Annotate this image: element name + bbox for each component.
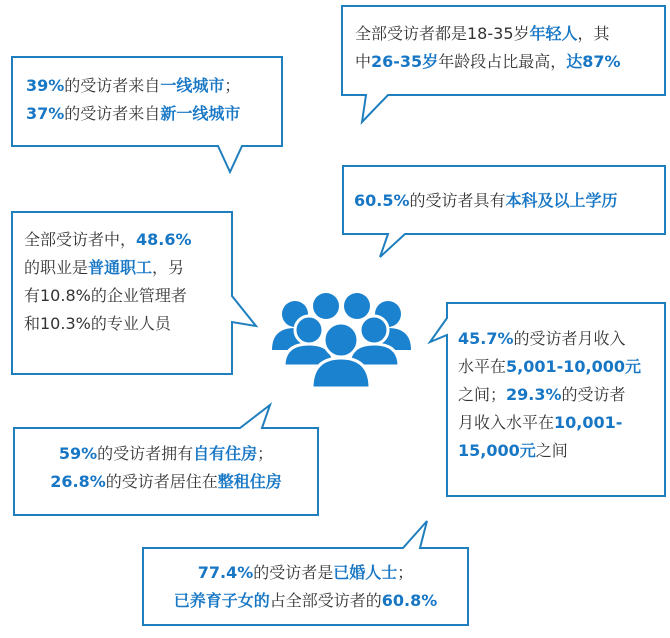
body-text: 占全部受访者的: [269, 591, 382, 610]
highlight-text: 60.8%: [381, 591, 438, 610]
callout-city-line-2: [26, 100, 240, 128]
body-text: 的职业是: [24, 258, 89, 277]
body-text: ；: [257, 444, 274, 463]
callout-city: [26, 72, 240, 128]
highlight-text: 45.7%: [458, 329, 514, 348]
body-text: 全部受访者都是18-35岁: [355, 24, 530, 43]
body-text: 的受访者来自: [64, 76, 161, 95]
highlight-text: 一线城市: [160, 76, 225, 95]
callout-income-line-2: [458, 353, 641, 381]
callout-income-line-3: [458, 381, 641, 409]
callout-marriage-line-1: [143, 559, 468, 587]
callout-income: [458, 325, 641, 465]
highlight-text: 26.8%: [50, 472, 106, 491]
highlight-text: 已婚人士: [333, 563, 398, 582]
body-text: 月收入水平在: [458, 413, 555, 432]
body-text: 的受访者: [561, 385, 626, 404]
highlight-text: 48.6%: [136, 230, 192, 249]
callout-job-line-4: [24, 310, 192, 338]
callout-housing-line-1: [14, 440, 318, 468]
body-text: 的受访者是: [253, 563, 334, 582]
body-text: 年龄段占比最高，: [438, 52, 567, 71]
body-text: 的受访者月收入: [513, 329, 626, 348]
callout-income-line-5: [458, 437, 641, 465]
body-text: ；: [397, 563, 414, 582]
highlight-text: 59%: [58, 444, 98, 463]
body-text: 的受访者居住在: [105, 472, 218, 491]
body-text: ；: [224, 76, 241, 95]
body-text: 的受访者来自: [64, 104, 161, 123]
callout-job-line-2: [24, 254, 192, 282]
callout-age: [355, 20, 621, 76]
callout-marriage-line-2: [143, 587, 468, 615]
highlight-text: 已养育子女的: [173, 591, 270, 610]
callout-income-line-4: [458, 409, 641, 437]
highlight-text: 77.4%: [197, 563, 254, 582]
body-text: 之间；: [458, 385, 507, 404]
highlight-text: 年轻人: [529, 24, 578, 43]
highlight-text: 37%: [26, 104, 65, 123]
highlight-text: 整租住房: [217, 472, 282, 491]
body-text: 水平在: [458, 357, 507, 376]
callout-job-line-1: [24, 226, 192, 254]
callout-age-line-1: [355, 20, 621, 48]
highlight-text: 29.3%: [506, 385, 562, 404]
highlight-text: 自有住房: [193, 444, 258, 463]
highlight-text: 60.5%: [354, 191, 410, 210]
body-text: 之间: [535, 441, 568, 460]
people-group-icon: [272, 293, 411, 388]
body-text: ，另: [152, 258, 185, 277]
callout-city-line-1: [26, 72, 240, 100]
callout-education-line-1: [354, 187, 618, 215]
body-text: 全部受访者中，: [24, 230, 137, 249]
highlight-text: 新一线城市: [160, 104, 241, 123]
callout-job: [24, 226, 192, 338]
body-text: 有10.8%的企业管理者: [24, 286, 187, 305]
callout-education: [354, 187, 618, 215]
body-text: ，其: [577, 24, 610, 43]
callout-housing: [14, 440, 318, 496]
highlight-text: 本科及以上学历: [505, 191, 618, 210]
highlight-text: 39%: [26, 76, 65, 95]
body-text: 的受访者具有: [409, 191, 506, 210]
callout-income-line-1: [458, 325, 641, 353]
body-text: 和10.3%的专业人员: [24, 314, 171, 333]
highlight-text: 10,001-: [554, 413, 623, 432]
callout-housing-line-2: [14, 468, 318, 496]
body-text: 的受访者拥有: [97, 444, 194, 463]
body-text: 中: [355, 52, 372, 71]
highlight-text: 26-35岁: [371, 52, 439, 71]
callout-age-line-2: [355, 48, 621, 76]
callout-marriage: [143, 559, 468, 615]
highlight-text: 5,001-10,000元: [506, 357, 642, 376]
callout-job-line-3: [24, 282, 192, 310]
highlight-text: 普通职工: [88, 258, 153, 277]
highlight-text: 15,000元: [458, 441, 536, 460]
highlight-text: 达87%: [566, 52, 621, 71]
